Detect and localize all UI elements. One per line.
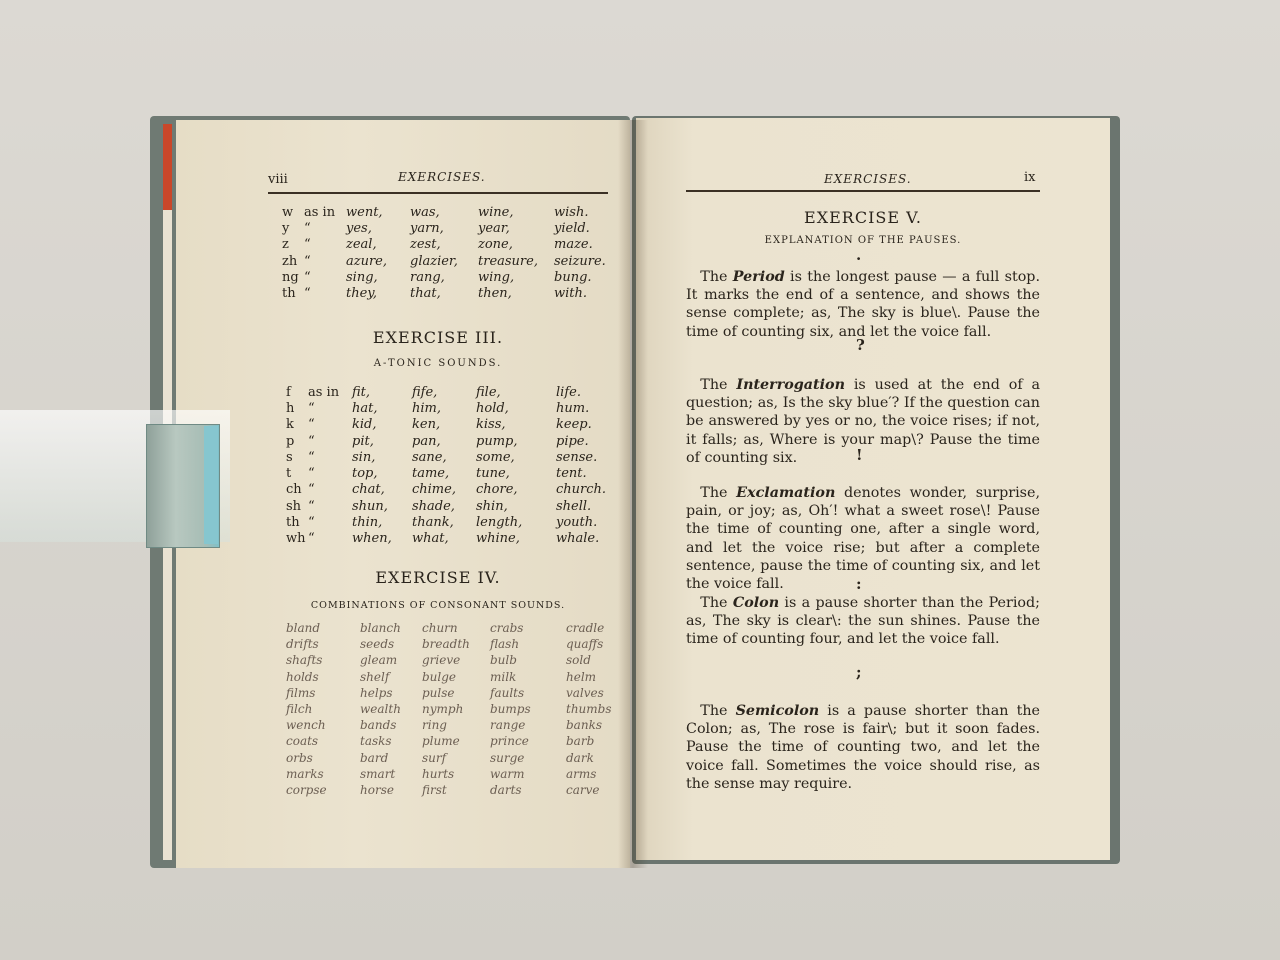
pause-mark-symbol: : bbox=[856, 575, 862, 593]
table-cell: ken, bbox=[412, 417, 441, 433]
table-cell: as in bbox=[308, 384, 340, 400]
pause-paragraph: The Period is the longest pause — a full stop. It marks the end of a sentence, and shows the sense complete; as, The sky is blue\. Pause the time of counting six, and let the voice fall. bbox=[686, 269, 1041, 340]
table-cell: “ bbox=[304, 269, 311, 285]
table-cell: dark bbox=[566, 750, 594, 765]
exercise-iii-subtitle: A-TONIC SOUNDS. bbox=[373, 358, 503, 369]
table-cell: nymph bbox=[422, 702, 464, 717]
book-gutter-shadow bbox=[618, 120, 648, 868]
table-cell: bulge bbox=[422, 669, 457, 684]
table-cell: smart bbox=[360, 766, 396, 781]
table-cell: tent. bbox=[556, 466, 587, 482]
table-cell: that, bbox=[410, 286, 441, 302]
table-cell: chat, bbox=[352, 482, 385, 498]
table-cell: milk bbox=[490, 669, 517, 684]
table-cell: sane, bbox=[412, 449, 447, 465]
table-cell: rang, bbox=[410, 269, 445, 285]
table-cell: surf bbox=[422, 750, 447, 765]
table-cell: grieve bbox=[422, 653, 461, 668]
table-cell: azure, bbox=[346, 253, 388, 269]
table-cell: hum. bbox=[556, 400, 590, 416]
table-row bbox=[286, 701, 626, 717]
table-cell: wench bbox=[286, 718, 326, 733]
left-running-head: EXERCISES. bbox=[398, 170, 486, 184]
table-cell: crabs bbox=[490, 621, 524, 636]
table-cell: churn bbox=[422, 621, 458, 636]
table-cell: maze. bbox=[554, 237, 593, 253]
atonic-sounds-table bbox=[286, 384, 612, 547]
table-cell: thumbs bbox=[566, 702, 612, 717]
table-cell: chore, bbox=[476, 482, 518, 498]
right-page bbox=[636, 118, 1110, 860]
table-cell: marks bbox=[286, 766, 324, 781]
table-cell: t bbox=[286, 466, 292, 482]
table-cell: bard bbox=[360, 750, 389, 765]
table-cell: f bbox=[286, 384, 291, 400]
table-cell: faults bbox=[490, 685, 525, 700]
table-cell: bung. bbox=[554, 269, 592, 285]
table-cell: length, bbox=[476, 515, 523, 531]
pause-term: Colon bbox=[732, 595, 780, 611]
table-row bbox=[286, 620, 626, 636]
table-cell: drifts bbox=[286, 637, 319, 652]
table-cell: quaffs bbox=[566, 637, 604, 652]
table-cell: gleam bbox=[360, 653, 398, 668]
table-cell: first bbox=[422, 782, 447, 797]
table-cell: pipe. bbox=[556, 433, 589, 449]
table-cell: life. bbox=[556, 384, 581, 400]
table-cell: surge bbox=[490, 750, 525, 765]
table-cell: horse bbox=[360, 782, 394, 797]
table-cell: as in bbox=[304, 204, 336, 220]
table-cell: sense. bbox=[556, 449, 598, 465]
table-cell: banks bbox=[566, 718, 602, 733]
table-cell: filch bbox=[286, 702, 313, 717]
table-cell: thin, bbox=[352, 515, 383, 531]
table-cell: zeal, bbox=[346, 237, 377, 253]
table-cell: went, bbox=[346, 204, 383, 220]
table-row bbox=[282, 237, 614, 253]
table-cell: blanch bbox=[360, 621, 401, 636]
table-cell: “ bbox=[308, 498, 315, 514]
exercise-v-title: EXERCISE V. bbox=[804, 208, 922, 227]
table-cell: “ bbox=[304, 237, 311, 253]
table-cell: with. bbox=[554, 286, 588, 302]
table-cell: “ bbox=[308, 400, 315, 416]
table-cell: pump, bbox=[476, 433, 518, 449]
table-cell: holds bbox=[286, 669, 319, 684]
table-row bbox=[282, 220, 614, 236]
table-cell: k bbox=[286, 417, 294, 433]
consonants-table bbox=[282, 204, 614, 302]
table-cell: “ bbox=[308, 466, 315, 482]
pause-mark-symbol: ! bbox=[856, 446, 863, 464]
table-cell: “ bbox=[304, 253, 311, 269]
table-cell: carve bbox=[566, 782, 600, 797]
table-cell: tame, bbox=[412, 466, 450, 482]
table-cell: kiss, bbox=[476, 417, 506, 433]
table-cell: helps bbox=[360, 685, 393, 700]
table-row bbox=[286, 417, 612, 433]
table-cell: yarn, bbox=[410, 220, 444, 236]
table-row bbox=[286, 498, 612, 514]
table-row bbox=[286, 465, 612, 481]
table-cell: keep. bbox=[556, 417, 592, 433]
table-cell: pan, bbox=[412, 433, 441, 449]
table-cell: shelf bbox=[360, 669, 390, 684]
table-cell: zest, bbox=[410, 237, 441, 253]
right-header-rule bbox=[686, 190, 1040, 192]
table-cell: was, bbox=[410, 204, 440, 220]
table-cell: file, bbox=[476, 384, 501, 400]
table-cell: th bbox=[282, 286, 296, 302]
table-cell: ng bbox=[282, 269, 299, 285]
combinations-table bbox=[286, 620, 626, 798]
table-cell: chime, bbox=[412, 482, 456, 498]
pause-paragraph: The Semicolon is a pause shorter than the Colon; as, The rose is fair\; but it soon fades. Pause the time of counting two, and let the voice fall. Sometimes the voice should rise, as the sense may require. bbox=[686, 703, 1041, 792]
table-cell: treasure, bbox=[478, 253, 538, 269]
table-cell: hurts bbox=[422, 766, 455, 781]
left-page-number: viii bbox=[268, 172, 288, 187]
table-cell: coats bbox=[286, 734, 319, 749]
table-cell: hold, bbox=[476, 400, 509, 416]
table-cell: cradle bbox=[566, 621, 605, 636]
table-cell: thank, bbox=[412, 515, 454, 531]
table-cell: p bbox=[286, 433, 295, 449]
table-row bbox=[286, 384, 612, 400]
right-running-head: EXERCISES. bbox=[824, 172, 912, 186]
pause-mark-symbol: . bbox=[856, 246, 862, 264]
table-cell: “ bbox=[308, 531, 315, 547]
pause-term: Interrogation bbox=[736, 377, 845, 393]
table-cell: then, bbox=[478, 286, 512, 302]
table-cell: arms bbox=[566, 766, 597, 781]
table-cell: y bbox=[282, 220, 290, 236]
table-cell: shell. bbox=[556, 498, 592, 514]
table-cell: him, bbox=[412, 400, 441, 416]
table-cell: orbs bbox=[286, 750, 313, 765]
pause-paragraph: The Exclamation denotes wonder, surprise, pain, or joy; as, Oh′! what a sweet rose\! Pause the time of counting one, after a single word, and let the voice rise; but after a complete sentence, pause the time of counting six, and let the voice fall. bbox=[686, 485, 1041, 593]
exercise-v-subtitle: EXPLANATION OF THE PAUSES. bbox=[764, 235, 962, 246]
table-row bbox=[286, 400, 612, 416]
table-cell: “ bbox=[304, 220, 311, 236]
table-cell: shin, bbox=[476, 498, 508, 514]
table-cell: yield. bbox=[554, 220, 590, 236]
table-cell: “ bbox=[308, 417, 315, 433]
table-cell: films bbox=[286, 685, 316, 700]
table-cell: what, bbox=[412, 531, 449, 547]
table-cell: w bbox=[282, 204, 294, 220]
table-cell: shafts bbox=[286, 653, 323, 668]
table-row bbox=[282, 253, 614, 269]
table-cell: corpse bbox=[286, 782, 327, 797]
table-cell: barb bbox=[566, 734, 595, 749]
table-cell: prince bbox=[490, 734, 529, 749]
table-row bbox=[286, 449, 612, 465]
table-cell: yes, bbox=[346, 220, 372, 236]
table-cell: tasks bbox=[360, 734, 392, 749]
table-cell: year, bbox=[478, 220, 510, 236]
table-row bbox=[282, 204, 614, 220]
table-cell: bland bbox=[286, 621, 321, 636]
table-cell: sh bbox=[286, 498, 302, 514]
pause-paragraph: The Interrogation is used at the end of a question; as, Is the sky blue′? If the question can be answered by yes or no, the voice rises; if not, it falls; as, Where is your map\? Pause the time of counting six. bbox=[686, 377, 1041, 466]
exercise-iii-title: EXERCISE III. bbox=[372, 328, 504, 347]
table-row bbox=[286, 717, 626, 733]
table-cell: church. bbox=[556, 482, 607, 498]
table-cell: range bbox=[490, 718, 526, 733]
table-row bbox=[286, 433, 612, 449]
table-cell: ring bbox=[422, 718, 447, 733]
table-cell: “ bbox=[308, 433, 315, 449]
table-cell: wine, bbox=[478, 204, 514, 220]
table-cell: when, bbox=[352, 531, 392, 547]
table-cell: shun, bbox=[352, 498, 388, 514]
pause-term: Exclamation bbox=[736, 485, 836, 501]
table-row bbox=[286, 652, 626, 668]
page-edge-red bbox=[163, 124, 172, 210]
pause-mark-symbol: ; bbox=[856, 663, 862, 681]
table-row bbox=[286, 531, 612, 547]
table-cell: wh bbox=[286, 531, 306, 547]
table-cell: whine, bbox=[476, 531, 520, 547]
exercise-iv-subtitle: COMBINATIONS OF CONSONANT SOUNDS. bbox=[310, 600, 566, 611]
table-cell: top, bbox=[352, 466, 378, 482]
table-cell: whale. bbox=[556, 531, 600, 547]
table-cell: wish. bbox=[554, 204, 589, 220]
table-cell: hat, bbox=[352, 400, 378, 416]
table-cell: seizure. bbox=[554, 253, 606, 269]
pause-paragraph: The Colon is a pause shorter than the Period; as, The sky is clear\: the sun shines. Pause the time of counting four, and let the voice fall. bbox=[686, 595, 1040, 648]
table-cell: “ bbox=[304, 286, 311, 302]
table-cell: glazier, bbox=[410, 253, 458, 269]
right-page-number: ix bbox=[1024, 170, 1036, 185]
table-cell: flash bbox=[490, 637, 520, 652]
table-row bbox=[286, 750, 626, 766]
table-cell: some, bbox=[476, 449, 515, 465]
table-cell: fit, bbox=[352, 384, 371, 400]
table-row bbox=[286, 482, 612, 498]
table-row bbox=[286, 766, 626, 782]
table-cell: zone, bbox=[478, 237, 513, 253]
table-cell: pit, bbox=[352, 433, 374, 449]
table-cell: fife, bbox=[412, 384, 438, 400]
table-cell: wealth bbox=[360, 702, 401, 717]
table-cell: bumps bbox=[490, 702, 531, 717]
table-cell: z bbox=[282, 237, 289, 253]
table-cell: breadth bbox=[422, 637, 470, 652]
table-row bbox=[286, 685, 626, 701]
table-cell: sold bbox=[566, 653, 591, 668]
table-cell: they, bbox=[346, 286, 378, 302]
table-cell: darts bbox=[490, 782, 522, 797]
table-cell: plume bbox=[422, 734, 460, 749]
table-cell: youth. bbox=[556, 515, 598, 531]
table-row bbox=[282, 285, 614, 301]
table-cell: h bbox=[286, 400, 295, 416]
table-cell: zh bbox=[282, 253, 298, 269]
table-cell: kid, bbox=[352, 417, 377, 433]
table-row bbox=[286, 514, 612, 530]
table-cell: s bbox=[286, 449, 293, 465]
table-cell: seeds bbox=[360, 637, 395, 652]
table-cell: pulse bbox=[422, 685, 455, 700]
left-header-rule bbox=[268, 192, 608, 194]
table-row bbox=[286, 733, 626, 749]
table-row bbox=[286, 782, 626, 798]
table-cell: th bbox=[286, 515, 300, 531]
pause-term: Period bbox=[732, 269, 785, 285]
table-cell: shade, bbox=[412, 498, 455, 514]
table-cell: bands bbox=[360, 718, 397, 733]
table-cell: “ bbox=[308, 515, 315, 531]
table-cell: wing, bbox=[478, 269, 515, 285]
page-holder-clip-edge bbox=[204, 426, 218, 544]
table-row bbox=[282, 269, 614, 285]
table-row bbox=[286, 636, 626, 652]
pause-term: Semicolon bbox=[735, 703, 820, 719]
table-cell: tune, bbox=[476, 466, 510, 482]
table-cell: warm bbox=[490, 766, 525, 781]
exercise-iv-title: EXERCISE IV. bbox=[375, 568, 501, 587]
table-cell: “ bbox=[308, 482, 315, 498]
table-cell: “ bbox=[308, 449, 315, 465]
table-cell: helm bbox=[566, 669, 597, 684]
table-cell: bulb bbox=[490, 653, 517, 668]
pause-mark-symbol: ? bbox=[856, 336, 865, 354]
table-cell: ch bbox=[286, 482, 302, 498]
table-cell: sin, bbox=[352, 449, 376, 465]
table-cell: sing, bbox=[346, 269, 378, 285]
left-page bbox=[176, 120, 630, 868]
table-cell: valves bbox=[566, 685, 604, 700]
table-row bbox=[286, 669, 626, 685]
